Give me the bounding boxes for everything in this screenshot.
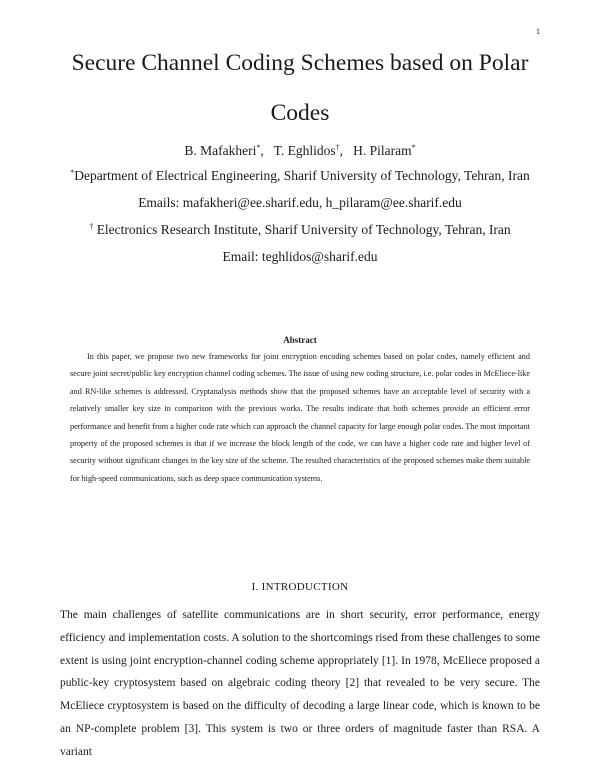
author-name: T. Eghlidos bbox=[273, 143, 336, 158]
affiliation-department bbox=[40, 168, 560, 184]
abstract-text: In this paper, we propose two new frameworks for joint encryption encoding schemes based on polar codes, namely efficient and secure joint secret/public key encryption channel coding schemes. The issue of using new coding structure, i.e. polar codes in McEliece-like and RN-like schemes is addressed. Cryptanalysis methods show that the proposed schemes have an acceptable level of security with a relatively smaller key size in comparison with the previous works. The results indicate that both schemes provide an efficient error performance and benefit from a higher code rate which can approach the channel capacity for large enough polar codes. The most important property of the proposed schemes is that if we increase the block length of the code, we can have a higher code rate and higher level of security without significant changes in the key size of the scheme. The resulted characteristics of the proposed schemes make them suitable for high-speed communications, such as deep space communication systems. bbox=[70, 352, 530, 483]
affiliation-text: Electronics Research Institute, Sharif University of Technology, Tehran, Iran bbox=[93, 222, 511, 237]
paper-title: Secure Channel Coding Schemes based on Polar Codes bbox=[71, 50, 529, 126]
section-body: The main challenges of satellite communications are in short security, error performance, energy efficiency and implementation costs. A solution to the shortcomings rised from these challenges to some extent is using joint encryption-channel coding scheme appropriately [1]. In 1978, McEliece proposed a public-key cryptosystem based on algebraic coding theory [2] that revealed to be very secure. The McEliece cryptosystem is based on the difficulty of decoding a large linear code, which is known to be an NP-complete problem [3]. This system is two or three orders of magnitude faster than RSA. A variant bbox=[60, 609, 540, 758]
author-email: Email: teghlidos@sharif.edu bbox=[222, 249, 378, 264]
author-name: B. Mafakheri bbox=[184, 143, 257, 158]
author-list bbox=[40, 143, 560, 159]
affiliation-mark: * bbox=[411, 143, 416, 152]
author-separator: , bbox=[260, 143, 274, 158]
affiliation-text: Department of Electrical Engineering, Sharif University of Technology, Tehran, Iran bbox=[74, 168, 530, 183]
affiliation-mark: * bbox=[256, 143, 261, 152]
author-emails: Emails: mafakheri@ee.sharif.edu, h_pilaram@ee.sharif.edu bbox=[138, 195, 462, 210]
affiliation-mark: † bbox=[335, 143, 340, 152]
affiliation-mark: † bbox=[89, 222, 94, 231]
author-name: H. Pilaram bbox=[353, 143, 412, 158]
abstract-heading: Abstract bbox=[283, 335, 317, 345]
section-heading: I. INTRODUCTION bbox=[251, 581, 349, 593]
author-separator: , bbox=[339, 143, 354, 158]
affiliation-mark: * bbox=[70, 168, 75, 177]
page-number: 1 bbox=[536, 27, 540, 36]
affiliation-institute bbox=[40, 222, 560, 238]
